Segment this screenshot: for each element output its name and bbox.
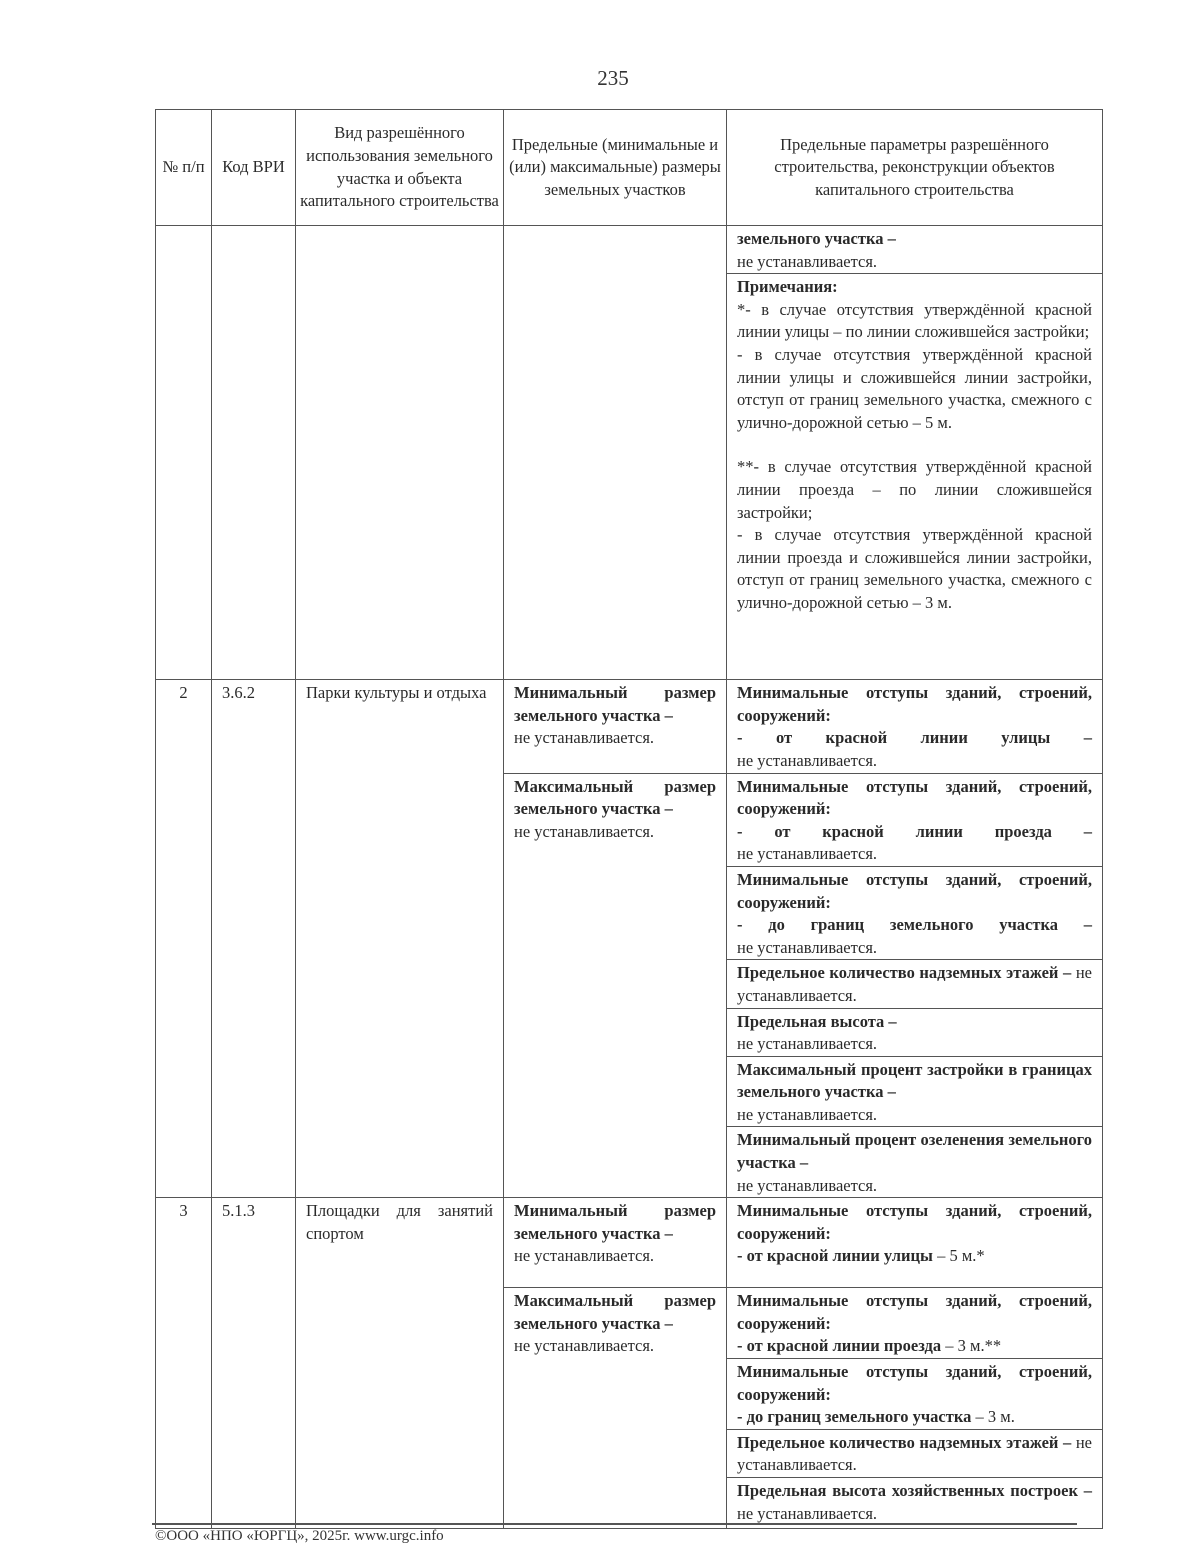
cont-code-cell (212, 226, 296, 680)
row2-min-text: не устанавливается. (514, 728, 655, 748)
header-construction-params: Предельные параметры разрешённого строительства, реконструкции объектов капитального строительства (727, 110, 1103, 226)
row2-p2-line: - от красной линии проезда – (737, 821, 1092, 841)
note-4: - в случае отсутствия утверждённой красной линии проезда и сложившейся линии застройки, отступ от границ земельного участка, смежного с улично-дорожной сетью – 3 м. (737, 525, 1092, 612)
row3-p5-bold: Предельная высота хозяйственных построек – (737, 1481, 1092, 1500)
row2-max-size (504, 773, 727, 1198)
row2-p5-text: не устанавливается. (737, 1034, 878, 1054)
footer-copyright: ©ООО «НПО «ЮРГЦ», 2025г. www.urgc.info (155, 1528, 444, 1544)
row3-param-5 (727, 1478, 1103, 1529)
row2-max-text: не устанавливается. (514, 821, 655, 841)
row2-code: 3.6.2 (212, 680, 296, 1198)
row3-min-size (504, 1198, 727, 1288)
header-use-type: Вид разрешённого использования земельного участка и объекта капитального строительства (296, 110, 504, 226)
row3-p3-value: – 3 м. (975, 1407, 1015, 1427)
cont-param-cell (727, 226, 1103, 274)
row2-p7-bold: Минимальный процент озеленения земельного участка – (737, 1130, 1092, 1173)
row2-param-1 (727, 680, 1103, 773)
cont-num-cell (156, 226, 212, 680)
row2-p6-text: не устанавливается. (737, 1104, 878, 1124)
note-2: - в случае отсутствия утверждённой красной линии улицы и сложившейся линии застройки, отступ от границ земельного участка, смежного с улично-дорожной сетью – 5 м. (737, 344, 1092, 432)
row2-param-2 (727, 773, 1103, 866)
row3-number: 3 (156, 1198, 212, 1529)
row2-param-6 (727, 1056, 1103, 1127)
row3-param-1 (727, 1198, 1103, 1288)
note-1: *- в случае отсутствия утверждённой красной линии улицы – по линии сложившейся застройки; (737, 299, 1092, 342)
footer-divider (152, 1523, 1077, 1525)
notes-cell (727, 274, 1103, 680)
row2-p4-bold: Предельное количество надземных этажей – (737, 963, 1072, 983)
row2-p6-bold: Максимальный процент застройки в границах земельного участка – (737, 1059, 1092, 1102)
table-row (156, 226, 1103, 274)
note-3: **- в случае отсутствия утверждённой красной линии проезда – по линии сложившейся застройки; (737, 457, 1092, 522)
zoning-parameters-table (155, 109, 1103, 1529)
row3-param-4 (727, 1429, 1103, 1477)
notes-title: Примечания: (737, 277, 838, 297)
header-plot-sizes: Предельные (минимальные и (или) максимальные) размеры земельных участков (504, 110, 727, 226)
row2-param-7 (727, 1127, 1103, 1198)
header-code: Код ВРИ (212, 110, 296, 226)
table-row (156, 1198, 1103, 1288)
row3-param-2 (727, 1288, 1103, 1359)
row3-p5-text: не устанавливается. (737, 1503, 878, 1523)
row2-p7-text: не устанавливается. (737, 1175, 878, 1195)
row2-name: Парки культуры и отдыха (296, 680, 504, 1198)
row2-max-bold: Максимальный размер земельного участка – (514, 776, 716, 819)
row3-p4-bold: Предельное количество надземных этажей – (737, 1432, 1072, 1452)
row2-p5-bold: Предельная высота – (737, 1011, 897, 1031)
row3-max-bold: Максимальный размер земельного участка – (514, 1291, 716, 1333)
row2-param-3 (727, 866, 1103, 959)
row2-p3-text: не устанавливается. (737, 937, 878, 957)
row2-p2-text: не устанавливается. (737, 844, 878, 864)
row2-min-size (504, 680, 727, 773)
row3-param-3 (727, 1359, 1103, 1430)
row3-min-text: не устанавливается. (514, 1246, 655, 1266)
row2-p1-text: не устанавливается. (737, 750, 878, 770)
row3-p2-value: – 3 м.** (945, 1336, 1002, 1356)
page-number: 235 (597, 66, 629, 90)
row3-name: Площадки для занятий спортом (296, 1198, 504, 1529)
cont-name-cell (296, 226, 504, 680)
row2-number: 2 (156, 680, 212, 1198)
row3-max-size (504, 1288, 727, 1529)
header-number: № п/п (156, 110, 212, 226)
row3-p4-text: не устанавливается. (737, 1432, 1092, 1475)
table-row (156, 680, 1103, 773)
row3-max-text: не устанавливается. (514, 1336, 655, 1356)
table-header-row (156, 110, 1103, 226)
row2-p3-line: - до границ земельного участка – (737, 915, 1092, 935)
row2-p1-bold: Минимальные отступы зданий, строений, сооружений: (737, 683, 1092, 725)
row2-param-4 (727, 960, 1103, 1008)
row2-p3-bold: Минимальные отступы зданий, строений, сооружений: (737, 869, 1092, 912)
cont-size-cell (504, 226, 727, 680)
row3-p1-bold: Минимальные отступы зданий, строений, сооружений: (737, 1201, 1092, 1243)
row2-param-5 (727, 1008, 1103, 1056)
row3-p2-bold: Минимальные отступы зданий, строений, сооружений: (737, 1291, 1092, 1333)
row3-p3-bold: Минимальные отступы зданий, строений, сооружений: (737, 1362, 1092, 1404)
row3-p1-value: – 5 м.* (937, 1246, 985, 1266)
row3-p2-line: - от красной линии проезда (737, 1336, 942, 1356)
cont-param-text: не устанавливается. (737, 251, 878, 271)
row3-p3-line: - до границ земельного участка (737, 1407, 972, 1427)
row3-code: 5.1.3 (212, 1198, 296, 1529)
cont-param-bold: земельного участка – (737, 229, 896, 248)
row2-p4-text: не устанавливается. (737, 963, 1092, 1005)
row2-min-bold: Минимальный размер земельного участка – (514, 683, 716, 725)
row3-min-bold: Минимальный размер земельного участка – (514, 1201, 716, 1243)
row3-p1-line: - от красной линии улицы (737, 1246, 933, 1266)
row2-p1-line: - от красной линии улицы – (737, 728, 1092, 748)
row2-p2-bold: Минимальные отступы зданий, строений, сооружений: (737, 776, 1092, 819)
